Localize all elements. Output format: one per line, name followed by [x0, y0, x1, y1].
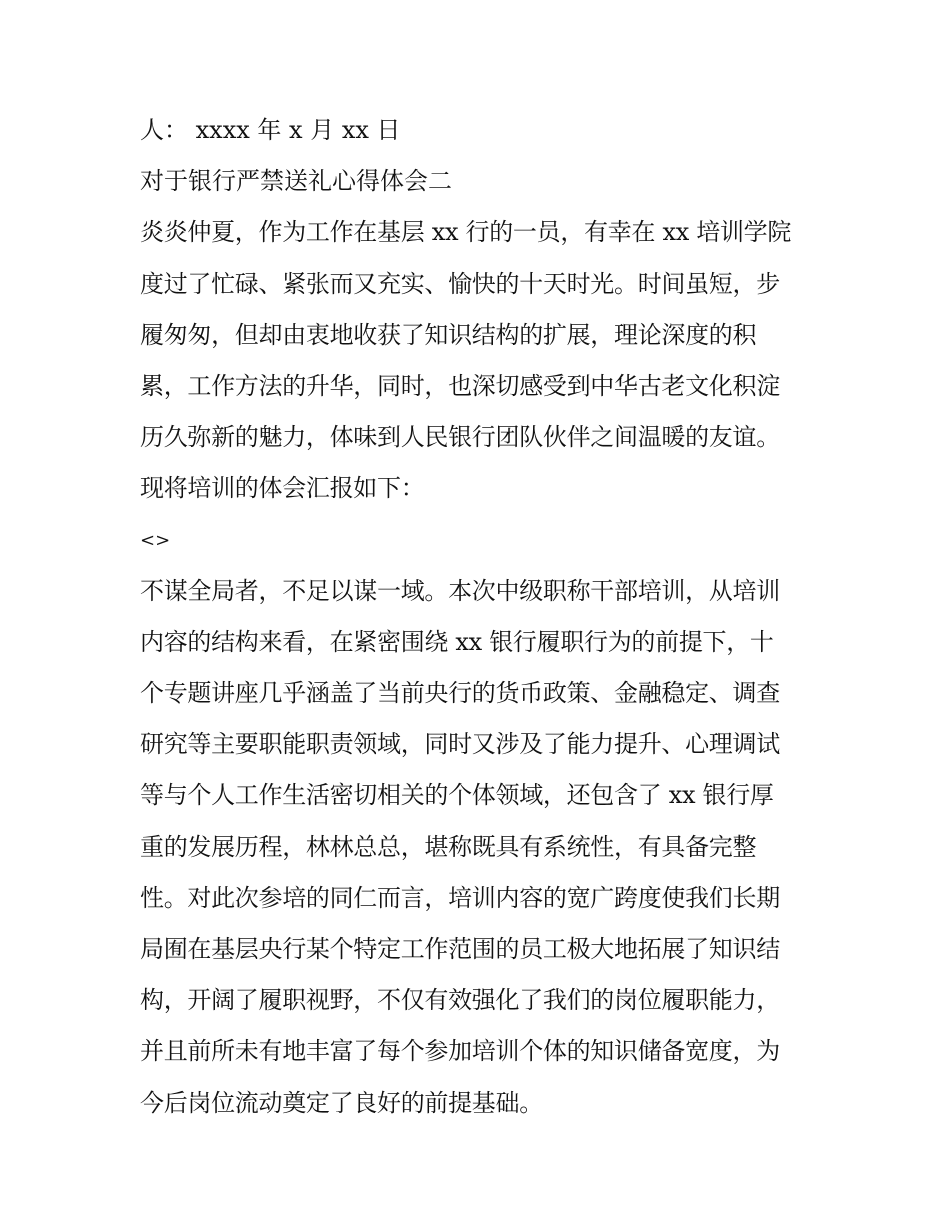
paragraph-line: 炎炎仲夏，作为工作在基层 xx 行的一员，有幸在 xx 培训学院 [140, 218, 792, 247]
paragraph-line: 履匆匆，但却由衷地收获了知识结构的扩展，理论深度的积 [140, 320, 757, 349]
paragraph-line: 现将培训的体会汇报如下： [140, 474, 425, 503]
paragraph-line: 构，开阔了履职视野，不仅有效强化了我们的岗位履职能力， [140, 986, 780, 1015]
date-line: 人： xxxx 年 x 月 xx 日 [140, 116, 401, 144]
paragraph-line: 等与个人工作生活密切相关的个体领域，还包含了 xx 银行厚 [140, 781, 774, 810]
paragraph-line: 内容的结构来看，在紧密围绕 xx 银行履职行为的前提下，十 [140, 627, 774, 656]
document-body [140, 105, 820, 1129]
paragraph-line: 今后岗位流动奠定了良好的前提基础。 [140, 1088, 543, 1117]
paragraph-line: 个专题讲座几乎涵盖了当前央行的货币政策、金融稳定、调查 [140, 679, 780, 708]
paragraph-line: 不谋全局者，不足以谋一域。本次中级职称干部培训，从培训 [140, 576, 780, 605]
document-title: 对于银行严禁送礼心得体会二 [140, 167, 452, 196]
paragraph-line: 性。对此次参培的同仁而言，培训内容的宽广跨度使我们长期 [140, 883, 780, 912]
paragraph-line: 重的发展历程，林林总总，堪称既具有系统性，有具备完整 [140, 832, 757, 861]
paragraph-line: 累，工作方法的升华，同时，也深切感受到中华古老文化积淀 [140, 371, 780, 400]
paragraph-line: 历久弥新的魅力，体味到人民银行团队伙伴之间温暖的友谊。 [140, 423, 780, 452]
section-marker: <> [140, 529, 171, 551]
paragraph-line: 度过了忙碌、紧张而又充实、愉快的十天时光。时间虽短，步 [140, 269, 780, 298]
paragraph-line: 并且前所未有地丰富了每个参加培训个体的知识储备宽度，为 [140, 1037, 780, 1066]
paragraph-line: 局囿在基层央行某个特定工作范围的员工极大地拓展了知识结 [140, 935, 780, 963]
paragraph-line: 研究等主要职能职责领域，同时又涉及了能力提升、心理调试 [140, 730, 780, 759]
